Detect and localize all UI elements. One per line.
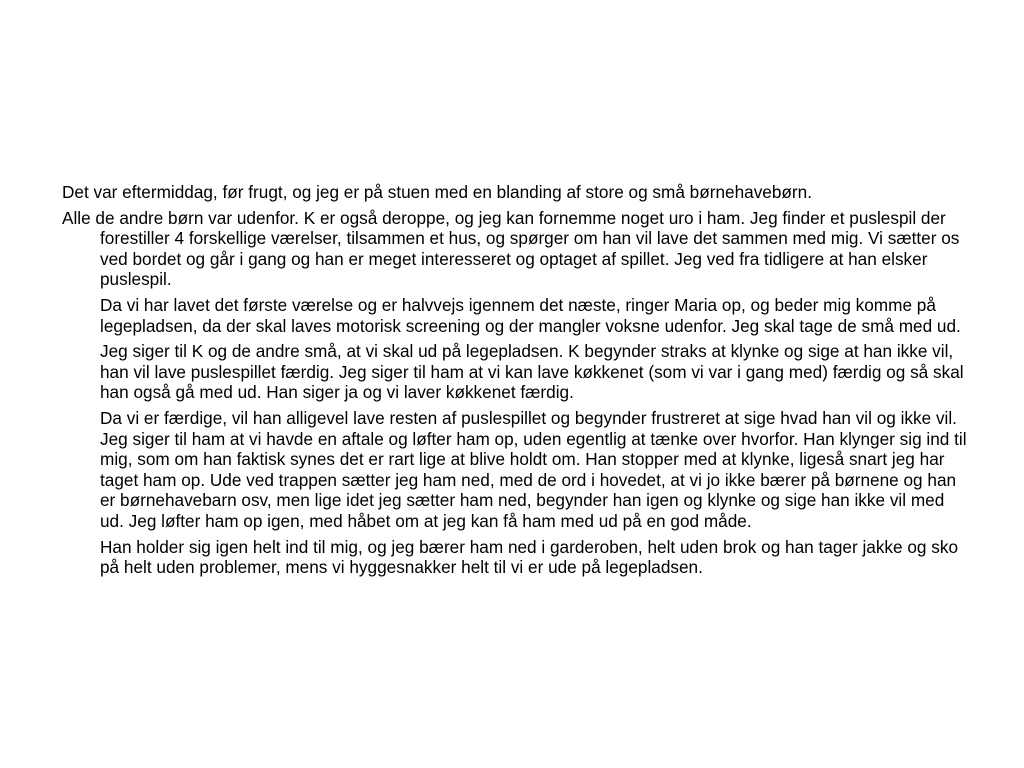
paragraph-maria-call: Da vi har lavet det første værelse og er halvvejs igennem det næste, ringer Maria op, og beder mig komme på legepladsen, da der skal laves motorisk screening og der mangler voksne udenfor. Jeg skal tage de små med ud.: [100, 294, 961, 336]
paragraph-intro: Det var eftermiddag, før frugt, og jeg er på stuen med en blanding af store og små børnehavebørn.: [62, 182, 812, 202]
paragraph-other-children: Alle de andre børn var udenfor. K er også deroppe, og jeg kan fornemme noget uro i ham. Jeg finder et puslespil der forestiller 4 forskellige værelser, tilsammen et hus, og spørger om han vil lave det sammen med mig. Vi sætter os ved bordet og går i gang og han er meget interesseret og optaget af spillet. Jeg ved fra tidligere at han elsker puslespil.: [62, 207, 960, 290]
paragraph-kitchen-puzzle: Jeg siger til K og de andre små, at vi skal ud på legepladsen. K begynder straks at klynke og sige at han ikke vil, han vil lave puslespillet færdig. Jeg siger til ham at vi kan lave køkkenet (som vi var i gang med) færdig og så skal han også gå med ud. Han siger ja og vi laver køkkenet færdig.: [100, 341, 964, 403]
paragraph-wardrobe: Han holder sig igen helt ind til mig, og jeg bærer ham ned i garderoben, helt uden brok og han tager jakke og sko på helt uden problemer, mens vi hyggesnakker helt til vi er ude på legepladsen.: [100, 536, 958, 578]
text-body: [62, 182, 967, 583]
paragraph-carrying: Da vi er færdige, vil han alligevel lave resten af puslespillet og begynder frustreret at sige hvad han vil og ikke vil. Jeg siger til ham at vi havde en aftale og løfter ham op, uden egentlig at tænke over hvorfor. Han klynger sig ind til mig, som om han faktisk synes det er rart lige at blive holdt om. Han stopper med at klynke, ligeså snart jeg har taget ham op. Ude ved trappen sætter jeg ham ned, med de ord i hovedet, at vi jo ikke bærer på børnene og han er børnehavebarn osv, men lige idet jeg sætter ham ned, begynder han igen og klynke og sige han ikke vil med ud. Jeg løfter ham op igen, med håbet om at jeg kan få ham med ud på en god måde.: [100, 407, 967, 531]
